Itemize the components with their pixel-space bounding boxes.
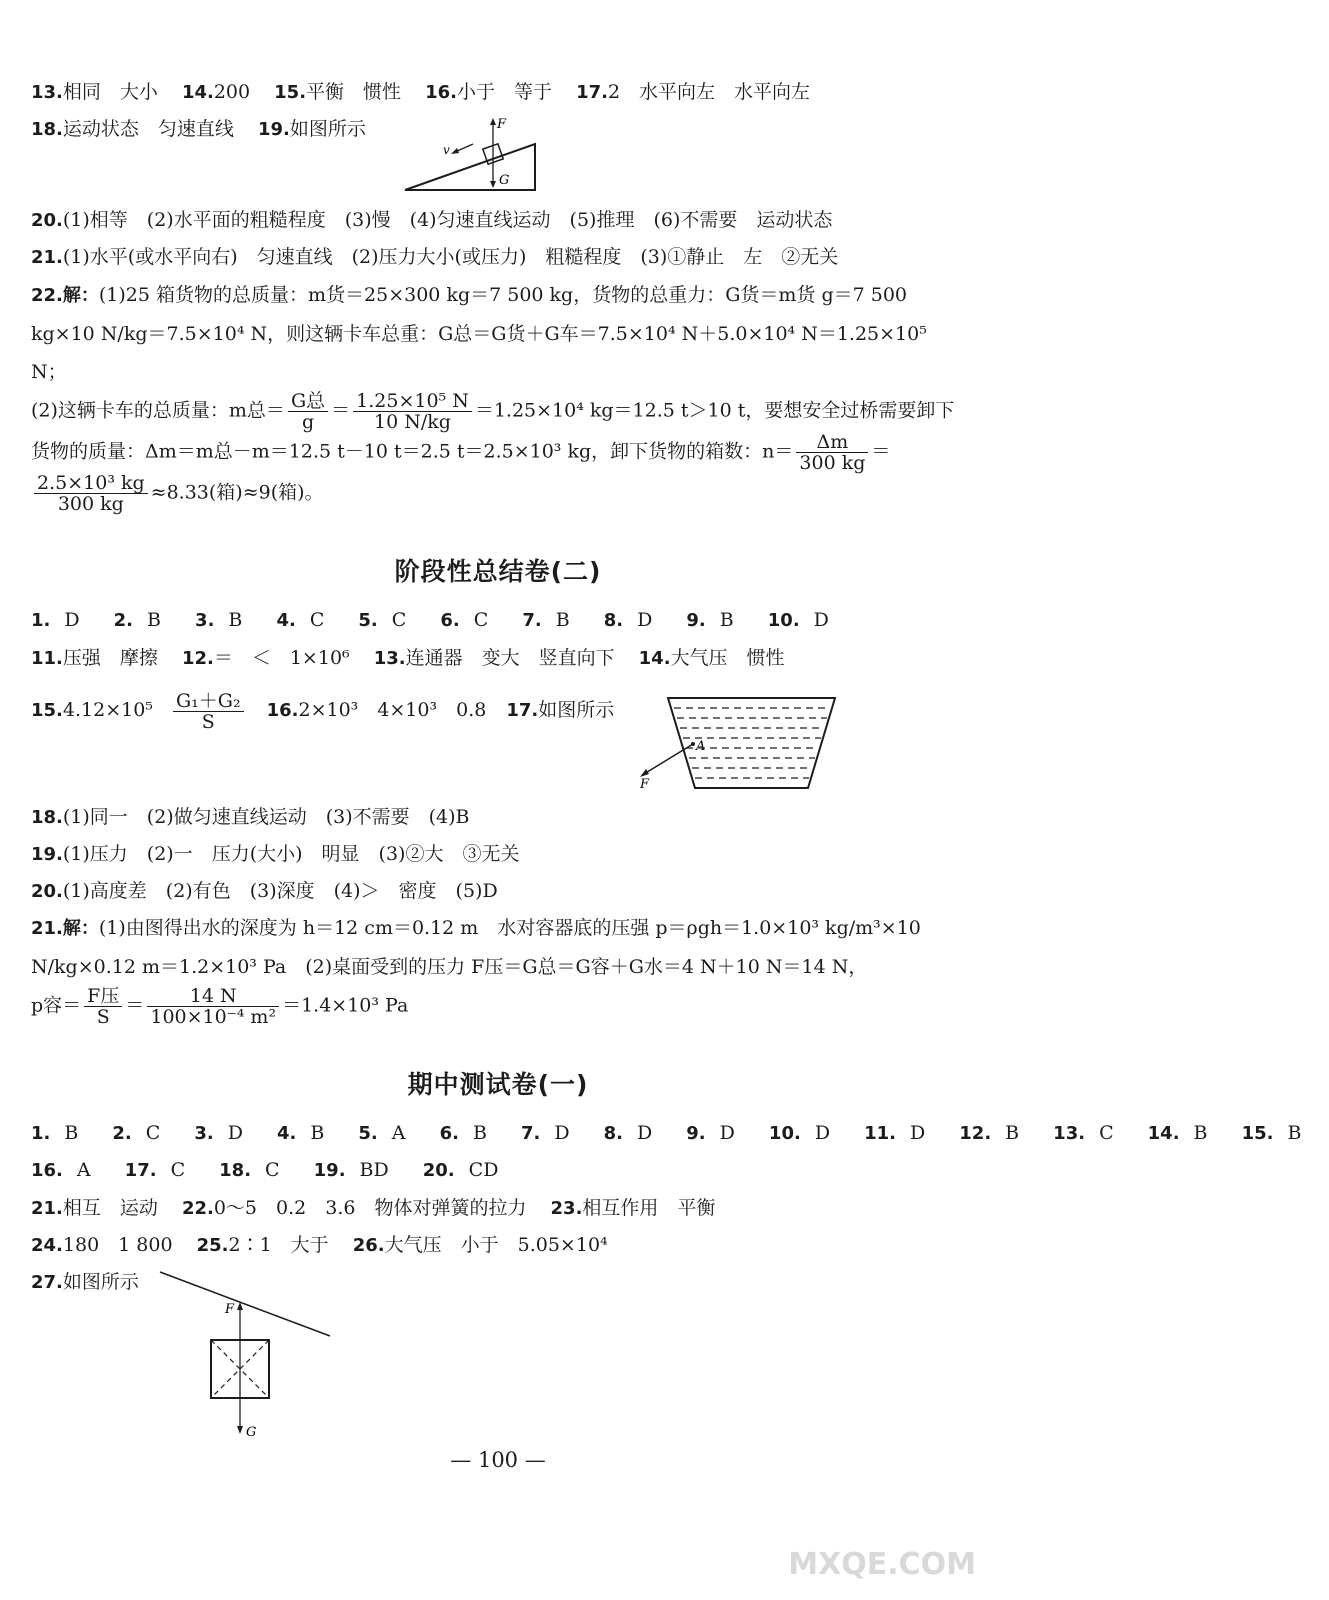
answer-line-19: 19.(1)压力 (2)一 压力(大小) 明显 (3)②大 ③无关 <box>31 843 520 865</box>
mc-answers-1-15: 1. B 2. C 3. D 4. B 5. A 6. B 7. D 8. D 9. D 10. D 11. D 12. B 13. C 14. B 15. B <box>31 1122 1302 1144</box>
answer-line-13-17: 13.相同 大小 14.200 15.平衡 惯性 16.小于 等于 17.2 水平向左 水平向左 <box>31 81 811 103</box>
force-label-f: F <box>640 777 650 792</box>
solution-21: 21.解：(1)由图得出水的深度为 h＝12 cm＝0.12 m 水对容器底的压强 p＝ρgh＝1.0×10³ kg/m³×10 N/kg×0.12 m＝1.2×10³ Pa (2)桌面受到的压力 F压＝G总＝G容＋G水＝4 N＋10 N＝14 N， p容＝ $\frac{\text{F压}}{S}$ ＝ $\frac{14 N}{\text{100×10⁻⁴ m²}}$ ＝1.4×10³ Pa <box>31 917 921 1028</box>
fraction: $\frac{\text{1.25×10⁵ N}}{10 N/kg}$ <box>353 391 472 432</box>
fraction: $\frac{\text{G₁＋G₂}}{S}$ <box>173 691 244 732</box>
answer-line-11-14: 11.压强 摩擦 12.＝ ＜ 1×10⁶ 13.连通器 变大 竖直向下 14.大气压 惯性 <box>31 647 785 669</box>
answer-line-21-23: 21.相互 运动 22.0～5 0.2 3.6 物体对弹簧的拉力 23.相互作用 平衡 <box>31 1197 716 1219</box>
answer-line-20: 20.(1)相等 (2)水平面的粗糙程度 (3)慢 (4)匀速直线运动 (5)推理 (6)不需要 运动状态 <box>31 209 833 231</box>
velocity-label: v <box>443 143 450 157</box>
fraction: $\frac{\text{2.5×10³ kg}}{300 kg}$ <box>34 473 148 514</box>
answer-line-18: 18.(1)同一 (2)做匀速直线运动 (3)不需要 (4)B <box>31 806 470 828</box>
force-label-g: G <box>246 1425 257 1440</box>
fraction: $\frac{14 N}{\text{100×10⁻⁴ m²}}$ <box>147 986 279 1027</box>
fraction: $\frac{\text{F压}}{S}$ <box>84 986 122 1027</box>
container-pressure-diagram <box>630 690 845 795</box>
section-title-midterm-1: 期中测试卷(一) <box>407 1070 589 1099</box>
answer-line-18-19: 18.运动状态 匀速直线 19.如图所示 <box>31 118 366 140</box>
force-label-g: G <box>499 173 510 188</box>
incline-force-diagram <box>395 112 545 198</box>
force-label-f: F <box>497 117 507 132</box>
page-number: — 100 — <box>450 1448 546 1472</box>
box-force-diagram <box>155 1268 340 1443</box>
fraction: $\frac{\text{G总}}{g}$ <box>288 391 328 432</box>
mc-answers-1-10: 1. D 2. B 3. B 4. C 5. C 6. C 7. B 8. D 9. B 10. D <box>31 609 829 631</box>
watermark: MXQE.COM <box>788 1547 976 1582</box>
section-title-stage-summary-2: 阶段性总结卷(二) <box>394 557 602 586</box>
answer-line-24-26: 24.180 1 800 25.2∶1 大于 26.大气压 小于 5.05×10⁴ <box>31 1234 608 1256</box>
solution-22: 22.解：(1)25 箱货物的总质量：m货＝25×300 kg＝7 500 kg，货物的总重力：G货＝m货 g＝7 500 kg×10 N/kg＝7.5×10⁴ N，则这辆卡车总重：G总＝G货＋G车＝7.5×10⁴ N＋5.0×10⁴ N＝1.25×10⁵ N； (2)这辆卡车的总质量：m总＝ $\frac{\text{G总}}{g}$ ＝ $\frac{\text{1.25×10⁵ N}}{10 N/kg}$ ＝1.25×10⁴ kg＝12.5 t＞10 t，要想安全过桥需要卸下货物的质量：Δm＝m总－m＝12.5 t－10 t＝2.5 t＝2.5×10³ kg，卸下货物的箱数：n＝ $\frac{\Delta m}{300 kg}$ ＝ $\frac{\text{2.5×10³ kg}}{300 kg}$ ≈8.33(箱)≈9(箱)。 <box>31 284 955 515</box>
answer-line-15-17: 15.4.12×10⁵ $\frac{\text{G₁＋G₂}}{S}$ 16.2×10³ 4×10³ 0.8 17.如图所示 <box>31 689 615 733</box>
fraction: $\frac{\Delta m}{300 kg}$ <box>796 432 868 473</box>
force-label-f: F <box>225 1302 235 1317</box>
answer-line-20: 20.(1)高度差 (2)有色 (3)深度 (4)＞ 密度 (5)D <box>31 880 498 902</box>
answer-line-27: 27.如图所示 <box>31 1271 139 1293</box>
answer-line-21: 21.(1)水平(或水平向右) 匀速直线 (2)压力大小(或压力) 粗糙程度 (3)①静止 左 ②无关 <box>31 246 839 268</box>
mc-answers-16-20: 16. A 17. C 18. C 19. BD 20. CD <box>31 1159 499 1181</box>
point-label-a: A <box>696 739 706 754</box>
